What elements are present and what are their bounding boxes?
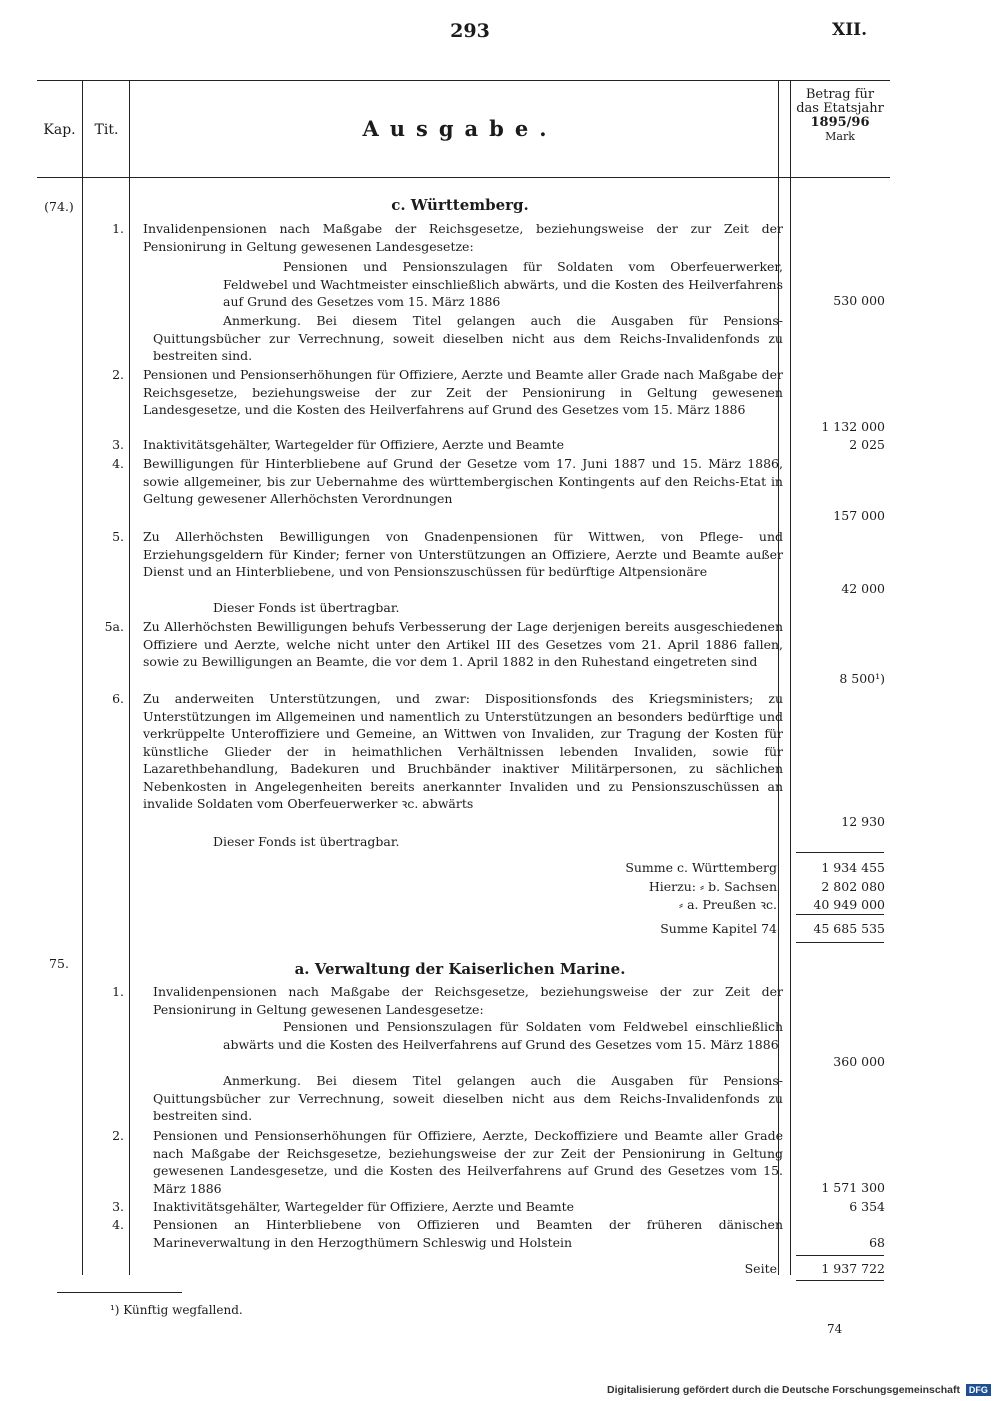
chapter-number: XII. (832, 20, 868, 40)
tit-number: 5a. (104, 619, 124, 634)
sum-label: ⸗ a. Preußen ꝛc. (678, 897, 777, 912)
item-amount: 530 000 (833, 293, 885, 308)
seite-rule-bottom (796, 1280, 884, 1281)
item-text: Zu anderweiten Unterstützungen, und zwar: Dispositionsfonds des Kriegsministers; zu Unterstützungen im Allgemeinen und namentlich zu Unterstützungen an besonders bedürftige und verkrüppelte Unteroffiziere und Gemeine, an Wittwen von Invaliden, zur Tragung der Kosten für künstliche Glieder der in heimathlichen Verhältnissen lebenden Invaliden, sowie für Lazarethbehandlung, Badekuren und Bruchbänder inaktiver Militärpersonen, zu sächlichen Nebenkosten in Angelegenheiten bereits anerkannter Invaliden und zu Pensionszuschüssen an invalide Soldaten vom Oberfeuerwerker ꝛc. abwärts (143, 691, 783, 811)
tit-number: 3. (112, 1199, 124, 1214)
item-text: Zu Allerhöchsten Bewilligungen von Gnadenpensionen für Wittwen, von Pflege- und Erziehungsgeldern für Kinder; ferner von Unterstützungen an Offiziere, Aerzte und Beamte außer Dienst und an Hinterbliebene, und von Pensionszuschüssen für bedürftige Altpensionäre (143, 529, 783, 579)
item-amount: 2 025 (849, 437, 885, 452)
section-a-title: a. Verwaltung der Kaiserlichen Marine. (294, 960, 626, 978)
text-column-rule-2 (790, 80, 791, 1275)
item-text: Pensionen und Pensionszulagen für Soldaten vom Oberfeuerwerker, Feldwebel und Wachtmeister einschließlich abwärts, und die Kosten des Heilverfahrens auf Grund des Gesetzes vom 15. März 1886 (223, 259, 783, 309)
footnote: ¹) Künftig wegfallend. (110, 1303, 243, 1317)
tit-number: 4. (112, 456, 124, 471)
section-c-title: c. Württemberg. (391, 196, 529, 214)
tit-number: 2. (112, 367, 124, 382)
footnote-rule (57, 1292, 182, 1293)
dfg-credit-text: Digitalisierung gefördert durch die Deutsche Forschungsgemeinschaft (607, 1384, 960, 1396)
item-amount: 360 000 (833, 1054, 885, 1069)
tit-number: 1. (112, 221, 124, 236)
seite-rule (796, 1255, 884, 1256)
sum-amount: 1 934 455 (821, 860, 885, 875)
betrag-line-4: Mark (825, 130, 855, 143)
item-text: Pensionen und Pensionserhöhungen für Offiziere, Aerzte, Deckoffiziere und Beamte aller Grade nach Maßgabe der Reichsgesetze, beziehungsweise der zur Zeit der Pensionirung in Geltung gewesenen Landesgesetze, und die Kosten des Heilverfahrens auf Grund des Gesetzes vom 15. März 1886 (153, 1128, 783, 1196)
section-c-kap: (74.) (44, 199, 74, 214)
item-text: Bewilligungen für Hinterbliebene auf Grund der Gesetze vom 17. Juni 1887 und 15. März 1886, sowie allgemeiner, bis zur Uebernahme des württembergischen Kontingents auf den Reichs-Etat in Geltung gewesener Allerhöchsten Verordnungen (143, 456, 783, 506)
tit-number: 4. (112, 1217, 124, 1232)
item-amount: 1 571 300 (821, 1180, 885, 1195)
item-text: Pensionen und Pensionserhöhungen für Offiziere, Aerzte und Beamte aller Grade nach Maßgabe der Reichsgesetze, beziehungsweise der zur Zeit der Pensionirung in Geltung gewesenen Landesgesetze, und die Kosten des Heilverfahrens auf Grund des Gesetzes vom 15. März 1886 (143, 367, 783, 417)
item-amount: 6 354 (849, 1199, 885, 1214)
tit-number: 5. (112, 529, 124, 544)
item-amount: 12 930 (841, 814, 885, 829)
seite-amount: 1 937 722 (821, 1261, 885, 1276)
dfg-credit (607, 1384, 991, 1396)
item-amount: 42 000 (841, 581, 885, 596)
seite-label: Seite (744, 1261, 777, 1276)
tit-column-rule (129, 80, 130, 1275)
tit-number: 3. (112, 437, 124, 452)
item-amount: 1 132 000 (821, 419, 885, 434)
item-text: Inaktivitätsgehälter, Wartegelder für Offiziere, Aerzte und Beamte (153, 1199, 575, 1214)
item-text: Zu Allerhöchsten Bewilligungen behufs Verbesserung der Lage derjenigen bereits ausgeschiedenen Offiziere und Aerzte, welche nicht unter den Artikel III des Gesetzes vom 21. April 1886 fallen, sowie zu Bewilligungen an Beamte, die vor dem 1. April 1882 in den Ruhestand eingetreten sind (143, 619, 783, 669)
page-number: 293 (450, 20, 490, 42)
tit-number: 1. (112, 984, 124, 999)
tit-number: 6. (112, 691, 124, 706)
sum-amount: 2 802 080 (821, 879, 885, 894)
header-ausgabe: Ausgabe. (362, 116, 558, 141)
betrag-line-1: Betrag für (805, 87, 875, 102)
betrag-line-3: 1895/96 (810, 115, 870, 130)
sum-rule-1 (796, 852, 884, 853)
table-top-rule (37, 80, 890, 81)
item-text: Invalidenpensionen nach Maßgabe der Reichsgesetze, beziehungsweise der zur Zeit der Pensionirung in Geltung gewesenen Landesgesetze: (143, 221, 783, 254)
bottom-page-ref: 74 (827, 1322, 843, 1336)
item-note: Dieser Fonds ist übertragbar. (213, 834, 400, 849)
kap-column-rule (82, 80, 83, 1275)
item-text: Pensionen und Pensionszulagen für Soldaten vom Feldwebel einschließlich abwärts und die Kosten des Heilverfahrens auf Grund des Gesetzes vom 15. März 1886 (223, 1019, 783, 1052)
dfg-logo: DFG (966, 1384, 991, 1396)
item-amount: 68 (869, 1235, 885, 1250)
table-header-rule (37, 177, 890, 178)
item-note: Anmerkung. Bei diesem Titel gelangen auch die Ausgaben für Pensions-Quittungsbücher zur Verrechnung, soweit dieselben nicht aus dem Reichs-Invalidenfonds zu bestreiten sind. (153, 313, 783, 363)
sum-label: Hierzu: ⸗ b. Sachsen (648, 879, 777, 894)
item-amount: 157 000 (833, 508, 885, 523)
sum-amount: 40 949 000 (813, 897, 885, 912)
sum-rule-2 (796, 914, 884, 915)
item-text: Pensionen an Hinterbliebene von Offizieren und Beamten der früheren dänischen Marineverwaltung in den Herzogthümern Schleswig und Holstein (153, 1217, 783, 1250)
sum-label: Summe Kapitel 74 (660, 921, 777, 936)
item-text: Inaktivitätsgehälter, Wartegelder für Offiziere, Aerzte und Beamte (143, 437, 565, 452)
item-note: Anmerkung. Bei diesem Titel gelangen auch die Ausgaben für Pensions-Quittungsbücher zur Verrechnung, soweit dieselben nicht aus dem Reichs-Invalidenfonds zu bestreiten sind. (153, 1073, 783, 1123)
header-tit: Tit. (94, 122, 119, 138)
sum-label: Summe c. Württemberg (625, 860, 777, 875)
tit-number: 2. (112, 1128, 124, 1143)
betrag-line-2: das Etatsjahr (796, 101, 884, 116)
header-kap: Kap. (43, 122, 76, 138)
header-betrag (790, 88, 890, 144)
item-amount: 8 500¹) (839, 671, 885, 686)
section-a-kap: 75. (49, 956, 69, 971)
item-note: Dieser Fonds ist übertragbar. (213, 600, 400, 615)
sum-amount: 45 685 535 (813, 921, 885, 936)
sum-rule-3 (796, 942, 884, 943)
item-text: Invalidenpensionen nach Maßgabe der Reichsgesetze, beziehungsweise der zur Zeit der Pensionirung in Geltung gewesenen Landesgesetze: (153, 984, 783, 1017)
